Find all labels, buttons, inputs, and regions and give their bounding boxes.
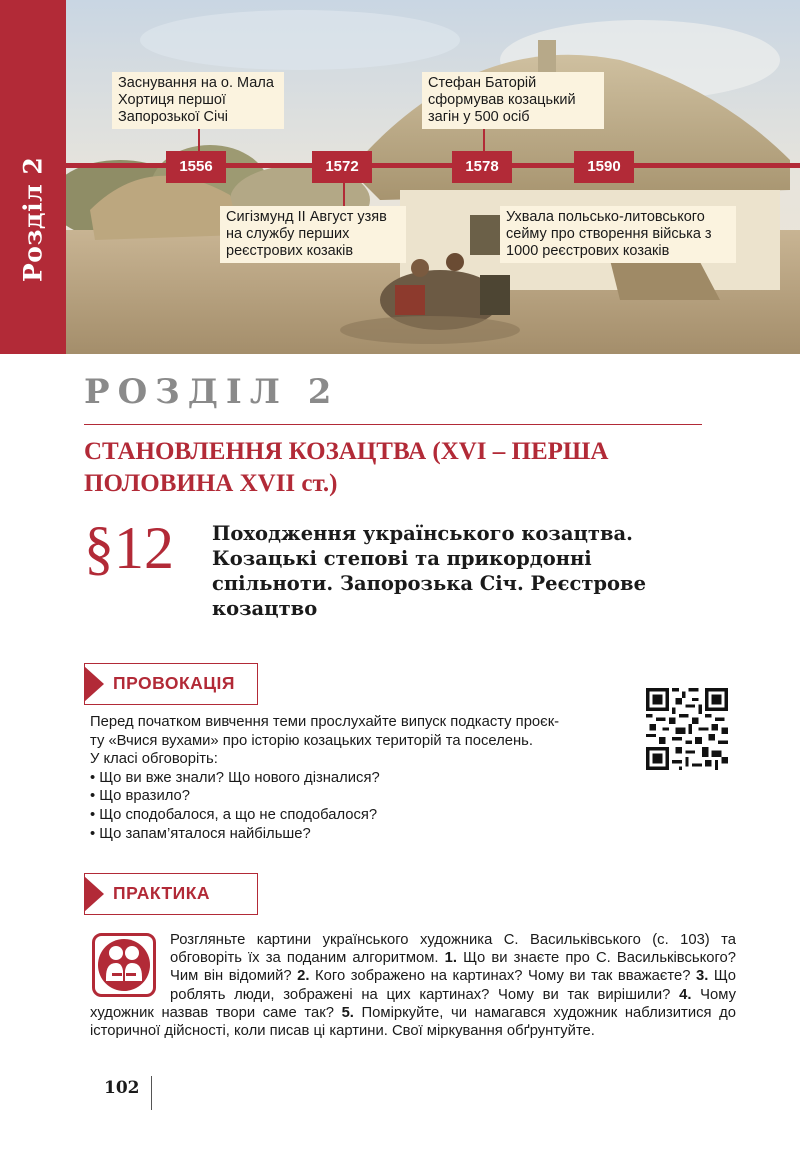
page-number-divider	[151, 1076, 152, 1110]
task-text-part: Поміркуйте, чи намагався художник наблизитися до історичної дійсності, коли писав ці картини. Свої міркування обґрунтуйте.	[90, 1004, 736, 1040]
chapter-subtitle-line: ПОЛОВИНА XVII ст.)	[84, 470, 338, 497]
task-text-part: Кого зображено на картинах? Чому ви так вважаєте?	[309, 968, 696, 985]
timeline-event: Заснування на о. Мала Хортиця першої Запорозької Січі	[112, 72, 284, 129]
chapter-side-strip	[0, 0, 66, 354]
task-number: 1.	[444, 950, 458, 967]
text-line: ту «Вчися вухами» про історію козацьких територій та поселень.	[90, 732, 533, 749]
practice-label	[84, 873, 258, 915]
paragraph-title-line: Походження українського козацтва.	[212, 522, 633, 545]
timeline-connector	[343, 180, 345, 206]
paragraph-title	[212, 521, 772, 621]
provocation-label-text: ПРОВОКАЦІЯ	[113, 673, 235, 693]
task-number: 5.	[341, 1004, 354, 1021]
timeline-year: 1572	[312, 151, 372, 183]
list-item: • Що ви вже знали? Що нового дізналися?	[90, 769, 630, 788]
arrow-right-icon	[84, 666, 104, 702]
arrow-right-icon	[84, 876, 104, 912]
paragraph-title-line: спільноти. Запорозька Січ. Реєстрове	[212, 572, 647, 595]
village-painting	[0, 0, 800, 354]
task-number: 3.	[696, 968, 709, 985]
task-number: 4.	[679, 986, 692, 1003]
list-item: • Що сподобалося, а що не сподобалося?	[90, 806, 630, 825]
text-line: Перед початком вивчення теми прослухайте випуск подкасту проєк-	[90, 714, 560, 730]
task-text-part: Чому художник назвав твори саме так?	[90, 986, 736, 1021]
practice-label-text: ПРАКТИКА	[113, 883, 211, 903]
text-line: У класі обговоріть:	[90, 751, 218, 768]
timeline-year: 1578	[452, 151, 512, 183]
timeline-event: Сигізмунд ІІ Август узяв на службу перших реєстрових козаків	[220, 206, 406, 263]
list-item: • Що запам’яталося найбільше?	[90, 825, 630, 844]
provocation-text	[90, 713, 630, 843]
paragraph-title-line: Козацькі степові та прикордонні	[212, 547, 592, 570]
task-text-part: Що роблять люди, зображені на цих картинах? Чому ви так вирішили?	[170, 968, 736, 1003]
chapter-title: РОЗДІЛ 2	[84, 372, 340, 412]
side-chapter-label: Розділ 2	[18, 156, 48, 282]
chapter-subtitle	[84, 436, 724, 500]
timeline-year: 1556	[166, 151, 226, 183]
timeline-event: Ухвала польсько-литовського сейму про створення війська з 1000 реєстрових козаків	[500, 206, 736, 263]
chapter-divider	[84, 424, 702, 425]
timeline-event: Стефан Баторій сформував козацький загін у 500 осіб	[422, 72, 604, 129]
practice-task-text	[90, 931, 736, 1040]
header-banner	[0, 0, 800, 354]
list-item: • Що вразило?	[90, 787, 630, 806]
paragraph-number: §12	[84, 515, 174, 581]
task-number: 2.	[297, 968, 310, 985]
provocation-label	[84, 663, 258, 705]
qr-code-icon[interactable]	[646, 688, 728, 770]
page-number: 102	[104, 1078, 140, 1098]
task-text-part: Розгляньте картини українського художника С. Васильківського (с. 103) та обговоріть їх за поданим алгоритмом.	[170, 932, 736, 967]
chapter-subtitle-line: СТАНОВЛЕННЯ КОЗАЦТВА (XVI – ПЕРША	[84, 438, 609, 465]
paragraph-title-line: козацтво	[212, 597, 318, 620]
task-text-part: Що ви знаєте про С. Васильківського? Чим він відомий?	[170, 950, 736, 985]
timeline-year: 1590	[574, 151, 634, 183]
